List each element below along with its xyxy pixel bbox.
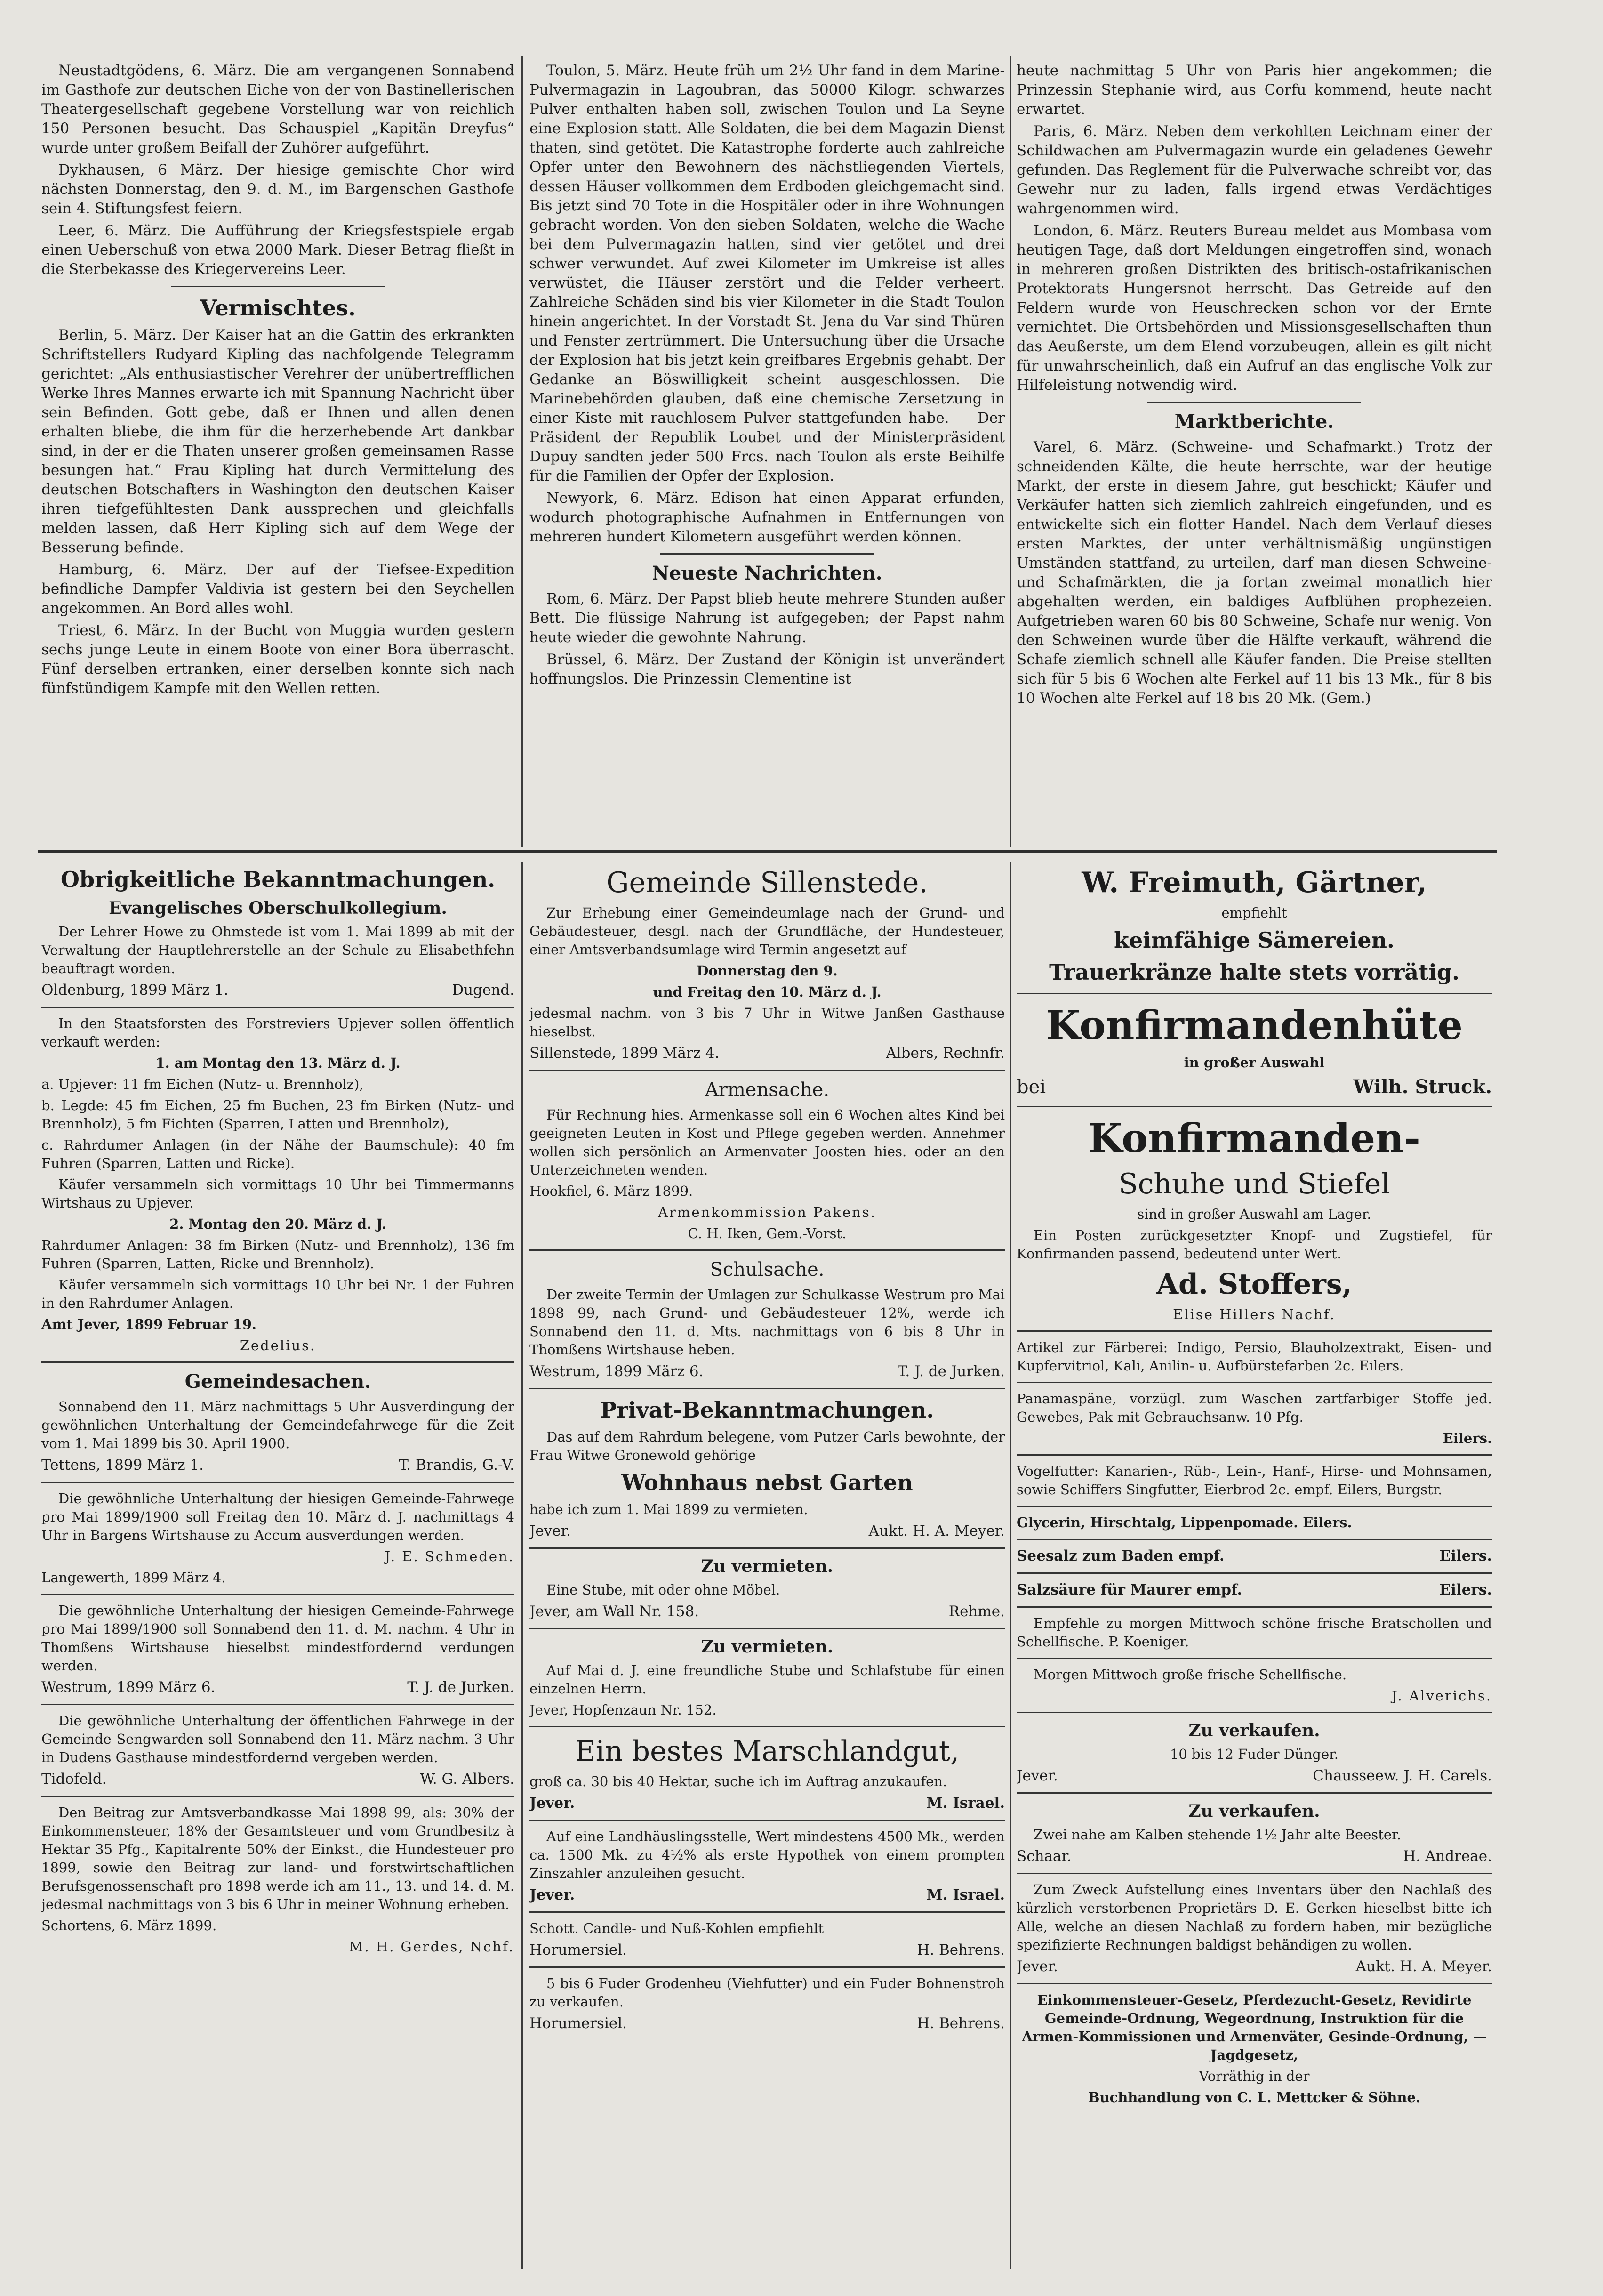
notice-signer: W. G. Albers. (420, 1771, 514, 1788)
news-item: Dykhausen, 6 März. Der hiesige gemischte Chor wird nächsten Donnerstag, den 9. d. M., im Bargenschen Gasthofe sein 4. Stiftungsfest feiern. (41, 161, 514, 217)
ad-text: Empfehle zu morgen Mittwoch schöne frische Bratschollen und Schellfische. P. Koeniger. (1017, 1615, 1492, 1650)
notice-text: Die gewöhnliche Unterhaltung der hiesigen Gemeinde-Fahrwege pro Mai 1899/1900 soll Sonnabend den 11. d. M. nachm. 4 Uhr in Thomßens Wirtshause hieselbst mindestfordernd verdungen werden. (41, 1603, 514, 1674)
ad-place: Jever. (529, 1795, 575, 1812)
notice-signature (41, 1770, 514, 1789)
notice-text: Für Rechnung hies. Armenkasse soll ein 6 Wochen altes Kind bei geeigneten Leuten in Kost und Pflege gegeben werden. Annehmer wollen sich persönlich an Armenvater Joosten hies. oder an den Unterzeichneten wenden. (529, 1107, 1005, 1178)
ad-signature (1017, 1075, 1492, 1099)
ad-text: Seesalz zum Baden empf. (1017, 1547, 1225, 1564)
ad-signer: M. Israel. (926, 1886, 1005, 1903)
ad-signer: Eilers. (1439, 1581, 1492, 1598)
ad-signer: Rehme. (948, 1603, 1005, 1620)
notice-signature (41, 981, 514, 1000)
column-rule (1010, 56, 1011, 847)
divider (1017, 1712, 1492, 1713)
notice-text: In den Staatsforsten des Forstreviers Upjever sollen öffentlich verkauft werden: (41, 1015, 514, 1050)
divider (171, 286, 384, 287)
column-rule (1010, 862, 1011, 2269)
news-item: Leer, 6. März. Die Aufführung der Kriegsfestspiele ergab einen Ueberschuß von etwa 2000 Mark. Dieser Betrag fließt in die Sterbekasse des Kriegervereins Leer. (41, 222, 514, 278)
ad-signature (529, 1602, 1005, 1621)
section-heading: Gemeinde Sillenstede. (606, 866, 928, 899)
notice-signer: Albers, Rechnfr. (886, 1045, 1005, 1062)
section-divider (38, 850, 1497, 853)
ad-signer: H. Behrens. (917, 1942, 1005, 1958)
ad-text: Glycerin, Hirschtalg, Lippenpomade. Eilers. (1017, 1515, 1352, 1531)
ad-signer: Chausseew. J. H. Carels. (1313, 1767, 1492, 1784)
ad-place: Jever. (529, 1523, 571, 1539)
divider (1147, 402, 1362, 403)
divider (1017, 1658, 1492, 1659)
ad-signature (529, 1885, 1005, 1905)
news-item: Hamburg, 6. März. Der auf der Tiefsee-Expedition befindliche Dampfer Valdivia ist gestern bei den Seychellen angekommen. An Bord alles wohl. (41, 561, 514, 617)
notice-place-date: Westrum, 1899 März 6. (41, 1679, 216, 1696)
news-item: Triest, 6. März. In der Bucht von Muggia wurden gestern sechs junge Leute in einem Boote von einer Bora überrascht. Fünf derselben ertranken, einer derselben konnte sich nach fünfstündigem Kampfe mit den Wellen retten. (41, 622, 514, 697)
notice-signer: Armenkommission Pakens. (658, 1204, 876, 1220)
news-item: Brüssel, 6. März. Der Zustand der Königin ist unverändert hoffnungslos. Die Prinzessin Clementine ist (529, 651, 1005, 687)
divider (529, 1966, 1005, 1968)
ad-line (1017, 1580, 1492, 1600)
ad-signer: Aukt. H. A. Meyer. (1355, 1958, 1492, 1975)
divider (1017, 993, 1492, 994)
divider (529, 1911, 1005, 1913)
notice-date-line: und Freitag den 10. März d. J. (653, 984, 882, 1000)
section-heading: Privat-Bekanntmachungen. (600, 1397, 934, 1423)
divider (41, 1704, 514, 1705)
news-item: Rom, 6. März. Der Papst blieb heute mehrere Stunden außer Bett. Die flüssige Nahrung ist aufgegeben; der Papst nahm heute wieder die gewohnte Nahrung. (529, 590, 1005, 646)
ad-place: Jever. (529, 1886, 575, 1903)
ad-headline: Zu vermieten. (701, 1556, 834, 1576)
ad-text: Morgen Mittwoch große frische Schellfische. (1034, 1667, 1347, 1683)
ad-signature (1017, 1766, 1492, 1786)
ad-signer: Eilers. (1443, 1430, 1492, 1446)
notice-signature (41, 1678, 514, 1697)
ad-text: Zwei nahe am Kalben stehende 1½ Jahr alte Beester. (1034, 1827, 1401, 1843)
divider (529, 1726, 1005, 1727)
notice-date-line: 2. Montag den 20. März d. J. (169, 1216, 386, 1232)
ad-headline: Zu verkaufen. (1188, 1721, 1320, 1740)
ad-text: 10 bis 12 Fuder Dünger. (1170, 1746, 1339, 1762)
notice-signature (529, 1362, 1005, 1381)
ad-headline: keimfähige Sämereien. (1114, 927, 1395, 953)
divider (1017, 1382, 1492, 1383)
ad-headline: Trauerkränze halte stets vorrätig. (1049, 959, 1460, 985)
notice-place-date: Tidofeld. (41, 1771, 107, 1788)
news-item: London, 6. März. Reuters Bureau meldet aus Mombasa vom heutigen Tage, daß dort Meldungen eingetroffen sind, wonach in mehreren großen Distrikten des britisch-ostafrikanischen Protektorats Hungersnot herrscht. Das Getreide auf den Feldern wurde von Heuschrecken schon vor der Ernte vernichtet. Die Ortsbehörden und Missionsgesellschaften thun das Aeußerste, um dem Elend vorzubeugen, allein es gilt nicht für unwahrscheinlich, daß ein Aufruf an das englische Volk zur Hilfeleistung notwendig wird. (1017, 222, 1492, 394)
notice-text: Sonnabend den 11. März nachmittags 5 Uhr Ausverdingung der gewöhnlichen Unterhaltung der Gemeindefahrwege für die Zeit vom 1. Mai 1899 bis 30. April 1900. (41, 1399, 514, 1451)
ad-headline: Zu vermieten. (701, 1637, 834, 1657)
ad-signer: H. Andreae. (1403, 1848, 1492, 1865)
divider (1017, 1106, 1492, 1107)
news-item: Berlin, 5. März. Der Kaiser hat an die Gattin des erkrankten Schriftstellers Rudyard Kipling das nachfolgende Telegramm gerichtet: „Als enthusiastischer Verehrer der unübertrefflichen Werke Ihres Mannes erwarte ich mit Spannung Nachricht über sein Befinden. Gott gebe, daß er Ihnen und allen denen erhalten bliebe, die ihm für die herzerhebende Art dankbar sind, in der er die Thaten unserer großen gemeinsamen Rasse besungen hat.“ Frau Kipling hat durch Vermittelung des deutschen Botschafters in Washington den deutschen Kaiser ihren tiefgefühltesten Dank aussprechen und gleichfalls melden lassen, daß Herr Kipling sich auf dem Wege der Besserung befinde. (41, 327, 514, 556)
ad-headline: Ein bestes Marschlandgut, (575, 1735, 960, 1768)
notice-text: jedesmal nachm. von 3 bis 7 Uhr in Witwe Janßen Gasthause hieselbst. (529, 1005, 1005, 1039)
notice-signature (529, 1044, 1005, 1063)
notice-place-date: Langewerth, 1899 März 4. (41, 1570, 226, 1586)
notice-text: Die gewöhnliche Unterhaltung der hiesigen Gemeinde-Fahrwege pro Mai 1899/1900 soll Freitag den 10. März d. J. nachmittags 4 Uhr in Bargens Wirtshause zu Accum ausverdungen werden. (41, 1490, 514, 1543)
ad-signature (529, 2014, 1005, 2033)
notice-text: Die gewöhnliche Unterhaltung der öffentlichen Fahrwege in der Gemeinde Sengwarden soll Sonnabend den 11. März nachm. 3 Uhr in Dudens Gasthause mindestfordernd vergeben werden. (41, 1713, 514, 1765)
notice-text: Käufer versammeln sich vormittags 10 Uhr bei Nr. 1 der Fuhren in den Rahrdumer Anlagen. (41, 1277, 514, 1311)
divider (660, 553, 874, 555)
ad-text: sind in großer Auswahl am Lager. (1137, 1206, 1371, 1222)
notice-date-line: Donnerstag den 9. (697, 963, 838, 979)
notice-text: c. Rahrdumer Anlagen (in der Nähe der Baumschule): 40 fm Fuhren (Sparren, Latten und Ricke). (41, 1137, 514, 1171)
divider (41, 1361, 514, 1363)
ad-place: Jever, Hopfenzaun Nr. 152. (529, 1702, 717, 1718)
notice-signature (41, 1456, 514, 1475)
ad-text: Vorräthig in der (1199, 2068, 1310, 2084)
sub-heading: Evangelisches Oberschulkollegium. (109, 898, 447, 918)
notice-place-date: Schortens, 6. März 1899. (41, 1917, 217, 1933)
ad-signer: Aukt. H. A. Meyer. (868, 1523, 1005, 1539)
news-item: Varel, 6. März. (Schweine- und Schafmarkt.) Trotz der schneidenden Kälte, die heute herrschte, war der heutige Markt, der erste in diesem Jahre, gut beschickt; Käufer und Verkäufer hatten sich ziemlich zahlreich eingefunden, und es entwickelte sich ein flotter Handel. Nach dem Verlauf dieses ersten Marktes, der unter verhältnismäßig ungünstigen Umständen stattfand, zu urteilen, darf man diesen Schweine- und Schafmärkten, die ja fortan zweimal monatlich hier abgehalten werden, ein baldiges Aufblühen prophezeien. Aufgetrieben waren 60 bis 80 Schweine, Schafe nur wenig. Von den Schweinen wurde über die Hälfte verkauft, während die Schafe ziemlich schnell alle Käufer fanden. Die Preise stellten sich für 5 bis 6 Wochen alte Ferkel auf 11 bis 13 Mk., für 8 bis 10 Wochen alte Ferkel auf 18 bis 20 Mk. (Gem.) (1017, 439, 1492, 707)
notice-text: Zur Erhebung einer Gemeindeumlage nach der Grund- und Gebäudesteuer, desgl. nach der Grundfläche, der Hundesteuer, einer Amtsverbandsumlage wird Termin angesetzt auf (529, 905, 1005, 958)
ad-signer: Elise Hillers Nachf. (1173, 1306, 1336, 1322)
ad-signer: Eilers. (1439, 1547, 1492, 1564)
divider (1017, 1454, 1492, 1456)
ad-text: Auf eine Landhäuslingsstelle, Wert mindestens 4500 Mk., werden ca. 1500 Mk. zu 4½% als erste Hypothek von einem prompten Zinszahler anzuleihen gesucht. (529, 1829, 1005, 1881)
ad-place: Horumersiel. (529, 1942, 627, 1958)
news-item: Toulon, 5. März. Heute früh um 2½ Uhr fand in dem Marine-Pulvermagazin in Lagoubran, das 50000 Kilogr. schwarzes Pulver enthalten haben soll, zwischen Toulon und La Seyne eine Explosion statt. Alle Soldaten, die bei dem Magazin Dienst thaten, sind getötet. Die Katastrophe forderte auch zahlreiche Opfer unter den Bewohnern des nächstliegenden Viertels, dessen Häuser vollkommen dem Erdboden gleichgemacht sind. Bis jetzt sind 70 Tote in die Hospitäler oder in ihre Wohnungen gebracht worden. Von den sieben Soldaten, welche die Wache bei dem Pulvermagazin hatten, sind vier getötet und drei schwer verwundet. Auf zwei Kilometer im Umkreise ist alles verwüstet, die Häuser zerstört und die Felder verheert. Zahlreiche Schäden sind bis vier Kilometer in die Stadt Toulon hinein angerichtet. In der Vorstadt St. Jena du Var sind Thüren und Fenster zertrümmert. Die Untersuchung über die Ursache der Explosion hat bis jetzt kein greifbares Ergebnis gehabt. Der Gedanke an Böswilligkeit scheint ausgeschlossen. Die Marinebehörden glauben, daß eine chemische Zersetzung in einer Kiste mit rauchlosem Pulver stattgefunden habe. — Der Präsident der Republik Loubet und der Ministerpräsident Dupuy sandten jeder 500 Frcs. nach Toulon als erste Beihilfe für die Familien der Opfer der Explosion. (529, 62, 1005, 484)
divider (529, 1388, 1005, 1389)
news-item: Newyork, 6. März. Edison hat einen Apparat erfunden, wodurch photographische Aufnahmen in Entfernungen von mehreren hundert Kilometern ausgeführt werden können. (529, 490, 1005, 545)
ad-place: Horumersiel. (529, 2015, 627, 2032)
ad-signer: M. Israel. (926, 1795, 1005, 1812)
ad-headline: Zu verkaufen. (1188, 1801, 1320, 1821)
notice-text: Käufer versammeln sich vormittags 10 Uhr bei Timmermanns Wirtshaus zu Upjever. (41, 1176, 514, 1211)
divider (1017, 1606, 1492, 1608)
ad-signer: J. Alverichs. (1392, 1688, 1492, 1704)
divider (1017, 1539, 1492, 1540)
divider (1017, 1792, 1492, 1794)
notice-text: Der Lehrer Howe zu Ohmstede ist vom 1. Mai 1899 ab mit der Verwaltung der Hauptlehrerstelle an der Schule zu Elisabethfehn beauftragt worden. (41, 924, 514, 976)
ad-place: Jever. (1017, 1767, 1058, 1784)
ad-place: Jever. (1017, 1958, 1058, 1975)
column-1-top (41, 61, 514, 843)
ad-text: Einkommensteuer-Gesetz, Pferdezucht-Gesetz, Revidirte Gemeinde-Ordnung, Wegeordnung, Instruktion für die Armen-Kommissionen und Armenväter, Gesinde-Ordnung, — Jagdgesetz, (1022, 1992, 1487, 2063)
section-heading: Obrigkeitliche Bekanntmachungen. (60, 867, 496, 892)
divider (529, 1249, 1005, 1251)
notice-place-date: Sillenstede, 1899 März 4. (529, 1045, 720, 1062)
notice-text: a. Upjever: 11 fm Eichen (Nutz- u. Brennholz), (41, 1076, 364, 1092)
notice-text: Den Beitrag zur Amtsverbandkasse Mai 1898 99, als: 30% der Einkommensteuer, 18% der Gesamtsteuer und vom Grundbesitz à Hektar 35 Pfg., Kapitalrente 50% der Einkst., die Hundesteuer pro 1899, sowie den Beitrag zur land- und forstwirtschaftlichen Berufsgenossenschaft pro 1898 werde ich am 11., 13. und 14. d. M. jedesmal nachmittags von 3 bis 6 Uhr in meiner Wohnung erheben. (41, 1805, 514, 1912)
section-heading: Gemeindesachen. (184, 1370, 371, 1393)
ad-text: groß ca. 30 bis 40 Hektar, suche ich im Auftrag anzukaufen. (529, 1773, 947, 1789)
divider (1017, 1572, 1492, 1574)
notice-place-date: Hookfiel, 6. März 1899. (529, 1183, 693, 1199)
news-item: heute nachmittag 5 Uhr von Paris hier angekommen; die Prinzessin Stephanie wird, aus Corfu kommend, heute nacht erwartet. (1017, 62, 1492, 118)
ad-headline: Konfirmanden- (1088, 1115, 1421, 1161)
ad-text: Artikel zur Färberei: Indigo, Persio, Blauholzextrakt, Eisen- und Kupfervitriol, Kali, Anilin- u. Aufbürstefarben 2c. Eilers. (1017, 1339, 1492, 1374)
ad-text: Vogelfutter: Kanarien-, Rüb-, Lein-, Hanf-, Hirse- und Mohnsamen, sowie Schiffers Singfutter, Eierbrod 2c. empf. Eilers, Burgstr. (1017, 1463, 1492, 1498)
notice-signer: Dugend. (452, 982, 514, 999)
section-heading: Neueste Nachrichten. (652, 562, 882, 584)
section-heading: Vermischtes. (200, 295, 356, 321)
ad-signer: Buchhandlung von C. L. Mettcker & Söhne. (1088, 2089, 1421, 2105)
section-heading: Schulsache. (710, 1259, 825, 1281)
ad-text: empfiehlt (1221, 905, 1287, 921)
section-heading: Marktberichte. (1174, 411, 1334, 433)
divider (41, 1482, 514, 1483)
column-2-top (529, 61, 1005, 843)
divider (1017, 1873, 1492, 1874)
ad-signer: H. Behrens. (917, 2015, 1005, 2032)
column-1-bottom (41, 862, 514, 2269)
ad-signature (529, 1941, 1005, 1960)
ad-text: 5 bis 6 Fuder Grodenheu (Viehfutter) und ein Fuder Bohnenstroh zu verkaufen. (529, 1975, 1005, 2010)
column-3-bottom (1017, 862, 1492, 2269)
notice-text: Rahrdumer Anlagen: 38 fm Birken (Nutz- und Brennholz), 136 fm Fuhren (Sparren, Latten, Ricke und Brennholz). (41, 1237, 514, 1272)
divider (529, 1547, 1005, 1549)
ad-text: Panamaspäne, vorzügl. zum Waschen zartfarbiger Stoffe jed. Gewebes, Pak mit Gebrauchsanw. 10 Pfg. (1017, 1391, 1492, 1425)
notice-signer: C. H. Iken, Gem.-Vorst. (688, 1225, 847, 1241)
news-item: Paris, 6. März. Neben dem verkohlten Leichnam einer der Schildwachen am Pulvermagazin wurde ein geladenes Gewehr gefunden. Das Reglement für die Pulverwache schreibt vor, das Gewehr nur zu laden, falls irgend etwas Verdächtiges wahrgenommen wird. (1017, 123, 1492, 217)
notice-signer: M. H. Gerdes, Nchf. (349, 1939, 514, 1955)
ad-text: Auf Mai d. J. eine freundliche Stube und Schlafstube für einen einzelnen Herrn. (529, 1662, 1005, 1697)
notice-signer: T. J. de Jurken. (407, 1679, 514, 1696)
notice-text: Der zweite Termin der Umlagen zur Schulkasse Westrum pro Mai 1898 99, nach Grund- und Gebäudesteuer 12%, werde ich Sonnabend den 11. d. Mts. nachmittags von 6 bis 8 Uhr in Thomßens Wirtshause heben. (529, 1287, 1005, 1358)
ad-place: Schaar. (1017, 1848, 1072, 1865)
ad-headline: W. Freimuth, Gärtner, (1082, 866, 1427, 899)
ad-signature (529, 1522, 1005, 1541)
column-rule (521, 56, 523, 847)
ad-signature (1017, 1847, 1492, 1866)
ad-headline: Schuhe und Stiefel (1118, 1168, 1390, 1200)
section-heading: Armensache. (705, 1079, 830, 1101)
notice-signer: T. Brandis, G.-V. (399, 1457, 514, 1474)
divider (1017, 1330, 1492, 1332)
notice-text: b. Legde: 45 fm Eichen, 25 fm Buchen, 23 fm Birken (Nutz- und Brennholz), 5 fm Fichten (Sparren, Latten und Brennholz), (41, 1097, 514, 1132)
ad-text: bei (1017, 1076, 1046, 1098)
notice-signer: Zedelius. (240, 1337, 316, 1353)
notice-place-date: Amt Jever, 1899 Februar 19. (41, 1316, 257, 1332)
column-rule (521, 862, 523, 2269)
news-item: Neustadtgödens, 6. März. Die am vergangenen Sonnabend im Gasthofe zur deutschen Eiche von der von Bastinellerischen Theatergesellschaft gegebene Vorstellung war von reichlich 150 Personen besucht. Das Schauspiel „Kapitän Dreyfus“ wurde unter großem Beifall der Zuhörer aufgeführt. (41, 62, 514, 156)
ad-text: Zum Zweck Aufstellung eines Inventars über den Nachlaß des kürzlich verstorbenen Proprietärs D. E. Gerken hieselbst bitte ich Alle, welche an diesen Nachlaß zu fordern haben, mir bezügliche spezifizierte Rechnungen baldigst behändigen zu wollen. (1017, 1882, 1492, 1953)
ad-text: Schott. Candle- und Nuß-Kohlen empfiehlt (529, 1920, 824, 1936)
notice-signer: J. E. Schmeden. (385, 1548, 514, 1564)
ad-place: Jever, am Wall Nr. 158. (529, 1603, 699, 1620)
divider (41, 1007, 514, 1008)
ad-signature (1017, 1957, 1492, 1976)
column-2-bottom (529, 862, 1005, 2269)
ad-text: in großer Auswahl (1184, 1055, 1325, 1071)
ad-headline: Konfirmandenhüte (1046, 1002, 1463, 1048)
notice-place-date: Tettens, 1899 März 1. (41, 1457, 204, 1474)
ad-text: Salzsäure für Maurer empf. (1017, 1581, 1242, 1598)
ad-text: Ein Posten zurückgesetzter Knopf- und Zugstiefel, für Konfirmanden passend, bedeutend unter Wert. (1017, 1227, 1492, 1262)
divider (529, 1820, 1005, 1821)
column-3-top (1017, 61, 1492, 843)
divider (529, 1070, 1005, 1071)
divider (1017, 1506, 1492, 1507)
ad-text: habe ich zum 1. Mai 1899 zu vermieten. (529, 1501, 808, 1517)
ad-signer: Wilh. Struck. (1353, 1076, 1492, 1098)
ad-signature (529, 1794, 1005, 1813)
notice-place-date: Westrum, 1899 März 6. (529, 1363, 704, 1380)
divider (1017, 1983, 1492, 1984)
notice-place-date: Oldenburg, 1899 März 1. (41, 982, 229, 999)
ad-text: Das auf dem Rahrdum belegene, vom Putzer Carls bewohnte, der Frau Witwe Gronewold gehörige (529, 1429, 1005, 1463)
ad-text: Eine Stube, mit oder ohne Möbel. (546, 1582, 780, 1598)
notice-date-line: 1. am Montag den 13. März d. J. (155, 1055, 401, 1071)
ad-line (1017, 1547, 1492, 1566)
divider (41, 1796, 514, 1797)
ad-headline: Wohnhaus nebst Garten (621, 1470, 913, 1495)
divider (41, 1594, 514, 1595)
ad-signer: Ad. Stoffers, (1156, 1268, 1352, 1301)
divider (529, 1628, 1005, 1629)
notice-signer: T. J. de Jurken. (898, 1363, 1005, 1380)
